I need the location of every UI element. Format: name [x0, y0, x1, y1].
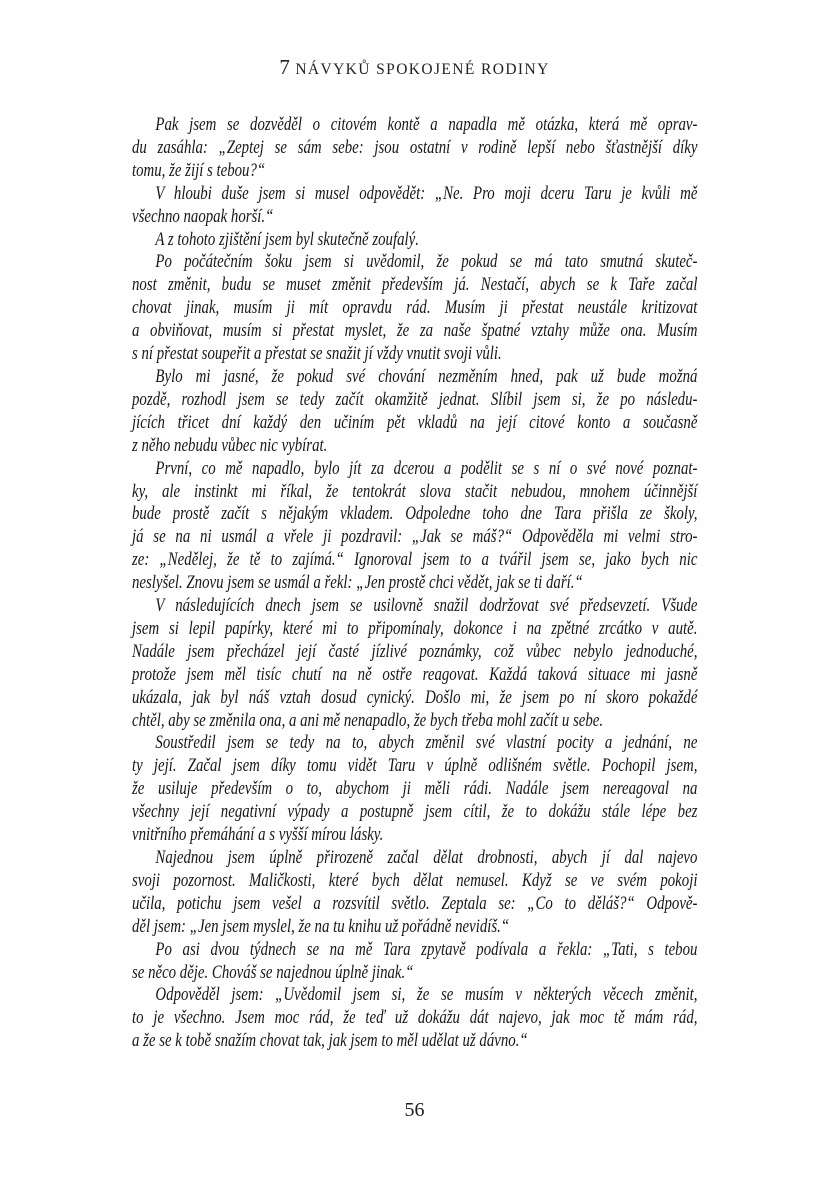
text-line: chtěl, aby se změnila ona, a ani mě nenapadlo, že bych třeba mohl začít u sebe.: [132, 709, 604, 731]
text-line: z něho nebudu vůbec nic vybírat.: [132, 434, 328, 456]
text-line: vnitřního přemáhání a s vyšší mírou lásky.: [132, 824, 384, 846]
text-line: neslyšel. Znovu jsem se usmál a řekl: „Jen prostě chci vědět, jak se ti daří.“: [132, 572, 583, 594]
text-line: Najednou jsem úplně přirozeně začal dělat drobnosti, abych jí dal najevo: [155, 847, 698, 868]
text-line: Nadále jsem přecházel její časté jízlivé poznámky, což vůbec nebylo jednoduché,: [132, 640, 698, 662]
paragraph: [132, 732, 697, 847]
text-line: všechny její negativní výpady a postupně jsem cítil, že to dokážu stále lépe bez: [132, 801, 698, 823]
text-line: a že se k tobě snažím chovat tak, jak jsem to měl udělat už dávno.“: [132, 1030, 528, 1052]
text-line: s ní přestat soupeřit a přestat se snažit jí vždy vnutit svoji vůli.: [132, 343, 502, 365]
paragraph: [132, 847, 697, 939]
text-line: nost změnit, budu se muset změnit především já. Nestačí, abych se k Taře začal: [132, 274, 698, 296]
running-head: [0, 55, 829, 80]
text-line: Odpověděl jsem: „Uvědomil jsem si, že se musím v některých věcech změnit,: [155, 984, 698, 1006]
paragraph: [132, 984, 697, 1053]
chapter-number: 7: [279, 55, 292, 79]
paragraph: [132, 114, 697, 183]
text-line: Po počátečním šoku jsem si uvědomil, že pokud se má tato smutná skuteč-: [155, 251, 698, 273]
text-line: jících třicet dní každý den učiním pět vkladů na její citové konto a současně: [132, 411, 698, 433]
text-line: ty její. Začal jsem díky tomu vidět Taru v úplně odlišném světle. Pochopil jsem,: [132, 755, 698, 777]
text-line: že usiluje především o to, abychom ji měli rádi. Nadále jsem nereagoval na: [132, 778, 698, 800]
text-line: Bylo mi jasné, že pokud své chování nezměním hned, pak už bude možná: [155, 365, 698, 387]
text-line: tomu, že žijí s tebou?“: [132, 159, 266, 181]
text-line: V následujících dnech jsem se usilovně snažil dodržovat své předsevzetí. Všude: [155, 595, 698, 617]
body-text: [132, 114, 697, 1053]
text-line: to je všechno. Jsem moc rád, že teď už dokážu dát najevo, jak moc tě mám rád,: [132, 1007, 698, 1029]
paragraph: [132, 229, 697, 252]
page-number: 56: [404, 1099, 425, 1121]
paragraph: [132, 939, 697, 985]
text-line: ky, ale instinkt mi říkal, že tentokrát slova stačit nebudou, mnohem účinnější: [132, 480, 698, 502]
text-line: V hloubi duše jsem si musel odpovědět: „Ne. Pro moji dceru Taru je kvůli mě: [155, 182, 698, 204]
text-line: a obviňovat, musím si přestat myslet, že za naše špatné vztahy může ona. Musím: [132, 320, 698, 342]
paragraph: [132, 183, 697, 229]
text-line: všechno naopak horší.“: [132, 205, 274, 227]
text-line: se něco děje. Chováš se najednou úplně jinak.“: [132, 961, 414, 983]
text-line: děl jsem: „Jen jsem myslel, že na tu knihu už pořádně nevidíš.“: [132, 915, 510, 937]
text-line: ze: „Nedělej, že tě to zajímá.“ Ignoroval jsem to a tvářil jsem se, jako bych nic: [132, 549, 698, 571]
text-line: bude prostě začít s nějakým vkladem. Odpoledne toho dne Tara přišla ze školy,: [132, 503, 698, 525]
text-line: Soustředil jsem se tedy na to, abych změnil své vlastní pocity a jednání, ne: [155, 732, 698, 754]
text-line: svoji pozornost. Maličkosti, které bych dělat nemusel. Když se ve svém pokoji: [132, 869, 698, 891]
chapter-title: NÁVYKŮ SPOKOJENÉ RODINY: [295, 61, 550, 78]
paragraph: [132, 595, 697, 732]
text-line: já se na ni usmál a vřele ji pozdravil: „Jak se máš?“ Odpověděla mi velmi stro-: [132, 526, 698, 548]
paragraph: [132, 251, 697, 366]
text-line: První, co mě napadlo, bylo jít za dcerou a podělit se s ní o své nové poznat-: [155, 457, 698, 479]
paragraph: [132, 458, 697, 595]
paragraph: [132, 366, 697, 458]
text-line: chovat jinak, musím ji mít opravdu rád. Musím ji přestat neustále kritizovat: [132, 297, 698, 319]
text-line: ukázala, jak byl náš vztah dosud cynický. Došlo mi, že jsem po ní skoro pokaždé: [132, 686, 698, 708]
text-line: Pak jsem se dozvěděl o citovém kontě a napadla mě otázka, která mě oprav-: [155, 114, 698, 135]
text-line: du zasáhla: „Zeptej se sám sebe: jsou ostatní v rodině lepší nebo šťastnější díky: [132, 136, 698, 158]
text-line: jsem si lepil papírky, které mi to připomínaly, dokonce i na zpětné zrcátko v autě.: [132, 617, 698, 639]
text-line: Po asi dvou týdnech se na mě Tara zpytavě podívala a řekla: „Tati, s tebou: [155, 938, 698, 960]
text-line: protože jsem měl tisíc chutí na ně ostře reagovat. Každá taková situace mi jasně: [132, 663, 698, 685]
text-line: pozdě, rozhodl jsem se tedy začít okamžitě jednat. Slíbil jsem si, že po následu-: [132, 388, 698, 410]
text-line: A z tohoto zjištění jsem byl skutečně zoufalý.: [155, 228, 419, 250]
text-line: učila, potichu jsem vešel a rozsvítil světlo. Zeptala se: „Co to děláš?“ Odpově-: [132, 892, 698, 914]
